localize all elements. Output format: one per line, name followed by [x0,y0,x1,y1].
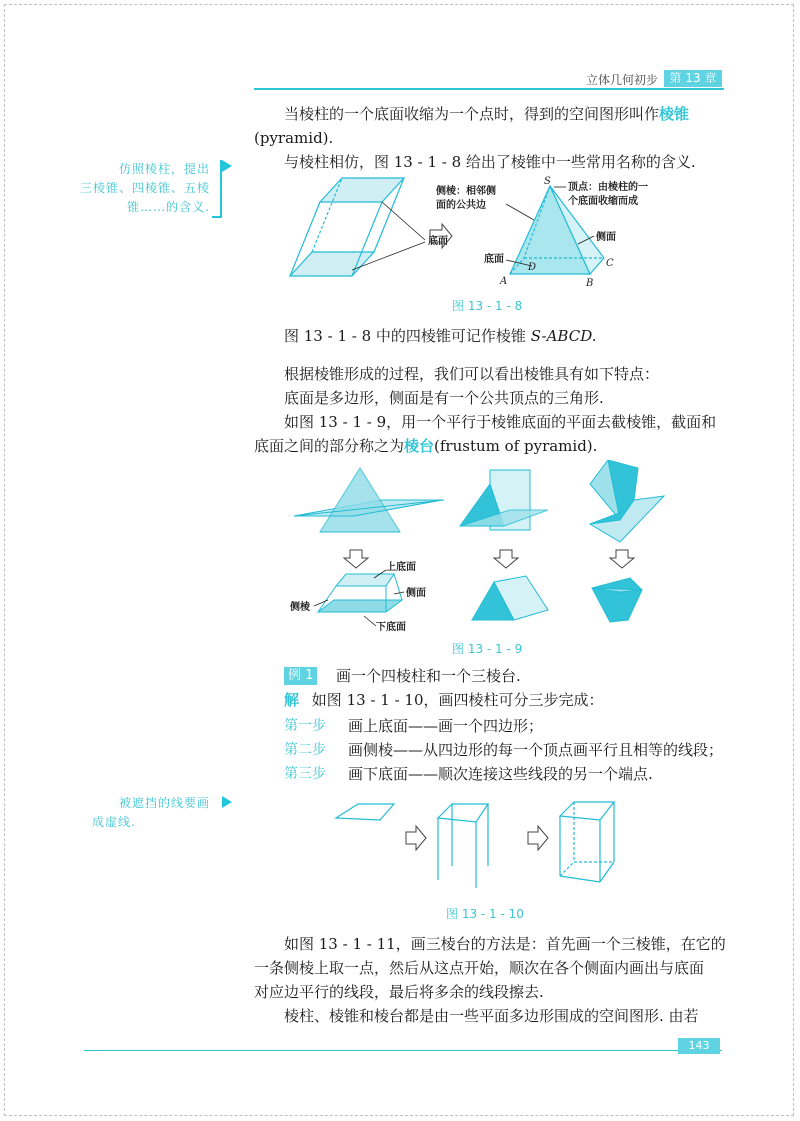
margin-flagpole [220,160,222,218]
header-chapter-badge: 第 13 章 [664,70,722,87]
step-2-label: 第二步 [284,742,326,758]
caption-fig-13-1-8: 图 13 - 1 - 8 [452,299,523,313]
label-lateral-edge-1: 侧棱：相邻侧 [436,186,496,197]
paragraph-pyramid-english: (pyramid). [254,129,334,147]
step-2-text: 画侧棱——从四边形的每一个顶点画平行且相等的线段； [348,741,724,759]
margin-note-2 [70,794,210,832]
leader [364,616,376,626]
paragraph-cross-section: 如图 13 - 1 - 9，用一个平行于棱锥底面的平面去截棱锥，截面和 [284,413,717,431]
figure-13-1-9 [290,460,670,640]
label-lateral-edge: 侧棱 [290,602,310,613]
arrow-right-icon [406,826,548,850]
label-prism-base: 底面 [428,236,448,247]
vertex-D: D [528,262,537,273]
term-frustum: 棱台 [404,437,435,455]
label-lateral-face: 侧面 [596,232,616,243]
paragraph-frustum-method-1: 如图 13 - 1 - 11，画三棱台的方法是：首先画一个三棱锥，在它的 [284,935,726,953]
paragraph-pyramid-definition [284,104,689,124]
label-lateral-face: 侧面 [406,588,426,599]
label-lower-base: 下底面 [376,622,406,633]
page-number: 143 [678,1038,720,1054]
fig9-frustum [318,574,402,612]
note-line: 三棱锥、四棱锥、五棱 [79,181,210,195]
label-apex-1: 顶点：由棱柱的一 [568,182,648,193]
step-3-label: 第三步 [284,766,326,782]
fig10-step2-lateral-edges [438,804,488,888]
solution [284,690,604,710]
caption-fig-13-1-9: 图 13 - 1 - 9 [452,642,523,656]
header-rule [254,88,724,90]
label-upper-base: 上底面 [386,562,416,573]
margin-foot [212,216,222,218]
fig10-step3-prism [560,802,614,882]
text: 当棱柱的一个底面收缩为一个点时，得到的空间图形叫作 [284,105,660,123]
note-line: 成虚线. [92,815,136,829]
footer-rule [84,1050,722,1051]
fig10-step1-quadrilateral [336,804,394,820]
header-chapter-title: 立体几何初步 [586,73,659,87]
margin-flag-icon [222,160,232,172]
term-pyramid: 棱锥 [659,105,690,123]
leader [382,202,425,240]
text: 图 13 - 1 - 8 中的四棱锥可记作棱锥 [284,327,526,345]
figure-13-1-10 [330,796,660,900]
vertex-A: A [500,276,508,287]
fig9-pyramid-plane [294,468,444,532]
margin-note-1 [70,160,210,217]
figure-13-1-8 [270,172,740,297]
note-line: 锥……的含义. [127,200,210,214]
step-1-text: 画上底面——画一个四边形； [348,717,544,735]
leader [506,204,534,220]
fig9-twisted-result [592,578,642,622]
solution-label: 解 [284,691,300,709]
paragraph-frustum-method-2: 一条侧棱上取一点，然后从这点开始，顺次在各个侧面内画出与底面 [254,959,705,977]
label-apex-2: 个底面收缩而成 [568,196,638,207]
paragraph-analogy: 与棱柱相仿，图 13 - 1 - 8 给出了棱锥中一些常用名称的含义. [284,153,696,171]
vertex-B: B [586,278,594,289]
paragraph-base-lateral: 底面是多边形，侧面是有一个公共顶点的三角形. [284,389,604,407]
vertex-S: S [544,176,551,187]
paragraph-frustum-method-3: 对应边平行的线段，最后将多余的线段擦去. [254,983,544,1001]
pyramid-name: S-ABCD. [530,327,597,345]
example-text: 画一个四棱柱和一个三棱台. [336,667,521,685]
prism-drawing [290,178,404,276]
note-line: 仿照棱柱，提出 [118,162,210,176]
note-line: 被遮挡的线要画 [118,796,210,810]
fig9-prism-plane [460,470,548,530]
solution-text: 如图 13 - 1 - 10，画四棱柱可分三步完成： [311,691,604,709]
leader [314,600,328,606]
fig9-triangular-result [472,576,548,620]
paragraph-frustum-definition [254,436,597,456]
text: 底面之间的部分称之为 [254,437,405,455]
paragraph-properties: 根据棱锥形成的过程，我们可以看出棱锥具有如下特点： [284,365,660,383]
caption-fig-13-1-10: 图 13 - 1 - 10 [446,907,524,921]
step-3-text: 画下底面——顺次连接这些线段的另一个端点. [348,765,653,783]
label-lateral-edge-2: 面的公共边 [436,200,486,211]
text: (frustum of pyramid). [434,437,598,455]
vertex-C: C [606,258,614,269]
example-tag: 例 1 [284,667,317,685]
step-1-label: 第一步 [284,718,326,734]
label-base: 底面 [484,254,504,265]
paragraph-polyhedra: 棱柱、棱锥和棱台都是由一些平面多边形围成的空间图形. 由若 [284,1007,699,1025]
leader [394,592,404,594]
paragraph-notation [284,326,596,346]
margin-flag-icon [222,796,232,808]
fig9-third-solid [590,460,664,542]
